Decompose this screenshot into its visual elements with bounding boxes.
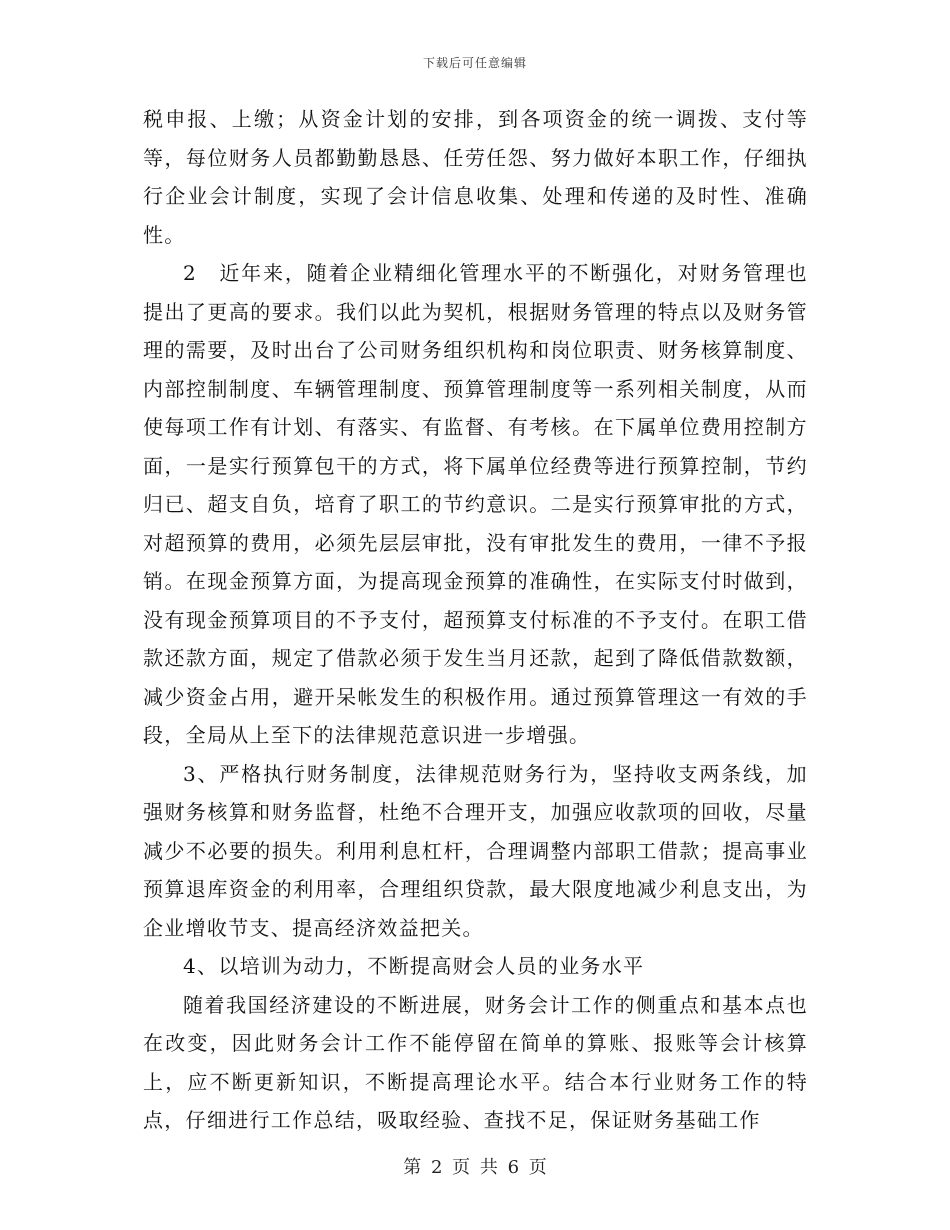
paragraph-continuation: 税申报、上缴；从资金计划的安排，到各项资金的统一调拨、支付等等，每位财务人员都勤勤恳恳、任劳任怨、努力做好本职工作，仔细执行企业会计制度，实现了会计信息收集、处理和传递的及时性、准确性。 [143,107,808,247]
paragraph-item-3: 3、严格执行财务制度，法律规范财务行为，坚持收支两条线，加强财务核算和财务监督，杜绝不合理开支，加强应收款项的回收，尽量减少不必要的损失。利用利息杠杆，合理调整内部职工借款；提高事业预算退库资金的利用率，合理组织贷款，最大限度地减少利息支出，为企业增收节支、提高经济效益把关。 [143,761,808,940]
page-number: 第 2 页 共 6 页 [403,1157,547,1178]
document-body [143,100,808,1140]
page-header: 下载后可任意编辑 [422,56,527,70]
paragraph-item-2: 2 近年来，随着企业精细化管理水平的不断强化，对财务管理也提出了更高的要求。我们以此为契机，根据财务管理的特点以及财务管理的需要，及时出台了公司财务组织机构和岗位职责、财务核算制度、内部控制制度、车辆管理制度、预算管理制度等一系列相关制度，从而使每项工作有计划、有落实、有监督、有考核。在下属单位费用控制方面，一是实行预算包干的方式，将下属单位经费等进行预算控制，节约归已、超支自负，培育了职工的节约意识。二是实行预算审批的方式，对超预算的费用，必须先层层审批，没有审批发生的费用，一律不予报销。在现金预算方面，为提高现金预算的准确性，在实际支付时做到，没有现金预算项目的不予支付，超预算支付标准的不予支付。在职工借款还款方面，规定了借款必须于发生当月还款，起到了降低借款数额，减少资金占用，避开呆帐发生的积极作用。通过预算管理这一有效的手段，全局从上至下的法律规范意识进一步增强。 [143,261,808,747]
paragraph-item-4-body: 随着我国经济建设的不断进展，财务会计工作的侧重点和基本点也在改变，因此财务会计工作不能停留在简单的算账、报账等会计核算上，应不断更新知识，不断提高理论水平。结合本行业财务工作的特点，仔细进行工作总结，吸取经验、查找不足，保证财务基础工作 [143,992,808,1132]
section-heading-4: 4、以培训为动力，不断提高财会人员的业务水平 [183,954,645,978]
